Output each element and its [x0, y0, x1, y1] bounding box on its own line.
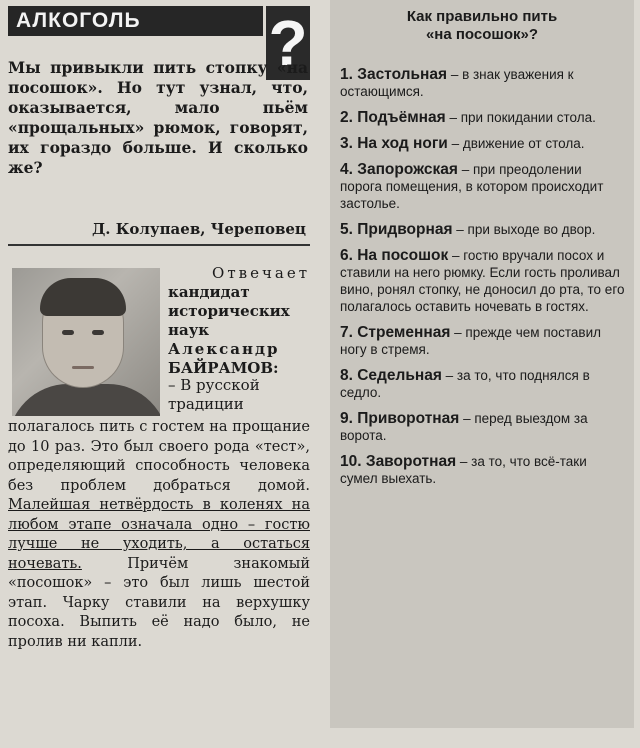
credit-line-3: Александр — [168, 340, 280, 358]
list-item — [340, 161, 626, 212]
item-desc: – при покидании стола. — [445, 110, 596, 125]
sidebar-title — [330, 8, 634, 44]
credit-line-4: БАЙРАМОВ: — [168, 359, 279, 377]
answer-part-3: Причём знакомый «посошок» – это был лишь шестой этап. Чарку ставили на верхушку посоха. Выпить её надо было, не пролив ни капли. — [8, 555, 310, 650]
item-name: 5. Придворная — [340, 221, 453, 238]
expert-credit — [168, 264, 310, 378]
item-name: 2. Подъёмная — [340, 109, 446, 126]
item-desc: – перед выездом за ворота. — [340, 411, 588, 443]
divider — [8, 244, 310, 246]
list-item — [340, 135, 626, 152]
item-name: 4. Запорожская — [340, 161, 458, 178]
item-desc: – в знак уважения к остающимся. — [340, 67, 574, 99]
photo-eye-right — [92, 330, 104, 335]
item-name: 8. Седельная — [340, 367, 442, 384]
list-item — [340, 410, 626, 444]
photo-hair — [40, 278, 126, 316]
list-item — [340, 367, 626, 401]
item-name: 9. Приворотная — [340, 410, 460, 427]
item-name: 6. На посошок — [340, 247, 449, 264]
rubric-label: АЛКОГОЛЬ — [8, 6, 263, 36]
item-desc: – при выходе во двор. — [452, 222, 596, 237]
item-desc: – за то, что поднялся в седло. — [340, 368, 590, 400]
item-desc: – гостю вручали посох и ставили на него рюмку. Если гость проливал вино, ронял стопку, не доносил до рта, то его полагалось оставить ночевать в гостях. — [340, 248, 625, 314]
list-item — [340, 453, 626, 487]
qa-column — [8, 6, 326, 742]
toast-list — [340, 66, 626, 496]
item-name: 3. На ход ноги — [340, 135, 448, 152]
expert-photo — [12, 268, 160, 416]
reader-question: Мы привыкли пить стопку «на посошок». Но тут узнал, что, оказывается, мало пьём «прощальных» рюмок, говорят, их гораздо больше. И сколько же? — [8, 58, 308, 177]
photo-mouth — [72, 366, 94, 369]
answer-part-1: полагалось пить с гостем на прощание до 10 раз. Это был своего рода «тест», определяющий способность человека без проблем добраться домой. — [8, 419, 310, 494]
answer-part-2: Малейшая нетвёрдость в коленях на любом этапе означала одно – гостю лучше не уходить, а остаться ночевать. — [8, 497, 310, 572]
item-desc: – движение от стола. — [447, 136, 585, 151]
item-name: 1. Застольная — [340, 66, 448, 83]
item-desc: – прежде чем поставил ногу в стремя. — [340, 325, 602, 357]
sidebar-title-line-1: Как правильно пить — [406, 8, 558, 25]
list-item — [340, 324, 626, 358]
answer-body — [8, 418, 310, 652]
answer-intro: – В русской традиции — [168, 376, 260, 413]
item-desc: – за то, что всё-таки сумел выехать. — [340, 454, 587, 486]
sidebar-box — [330, 0, 634, 728]
item-name: 10. Заворотная — [340, 453, 457, 470]
item-name: 7. Стременная — [340, 324, 451, 341]
list-item — [340, 247, 626, 315]
question-mark-icon: ? — [266, 6, 310, 80]
credit-line-1: Отвечает — [212, 264, 310, 282]
photo-eye-left — [62, 330, 74, 335]
reader-signature: Д. Колупаев, Череповец — [91, 220, 306, 238]
list-item — [340, 66, 626, 100]
list-item — [340, 109, 626, 126]
photo-shoulders — [12, 384, 160, 416]
list-item — [340, 221, 626, 238]
credit-line-2: кандидат исторических наук — [168, 283, 290, 339]
sidebar-title-line-2: «на посошок»? — [425, 26, 539, 43]
item-desc: – при преодолении порога помещения, в котором происходит застолье. — [340, 162, 604, 211]
